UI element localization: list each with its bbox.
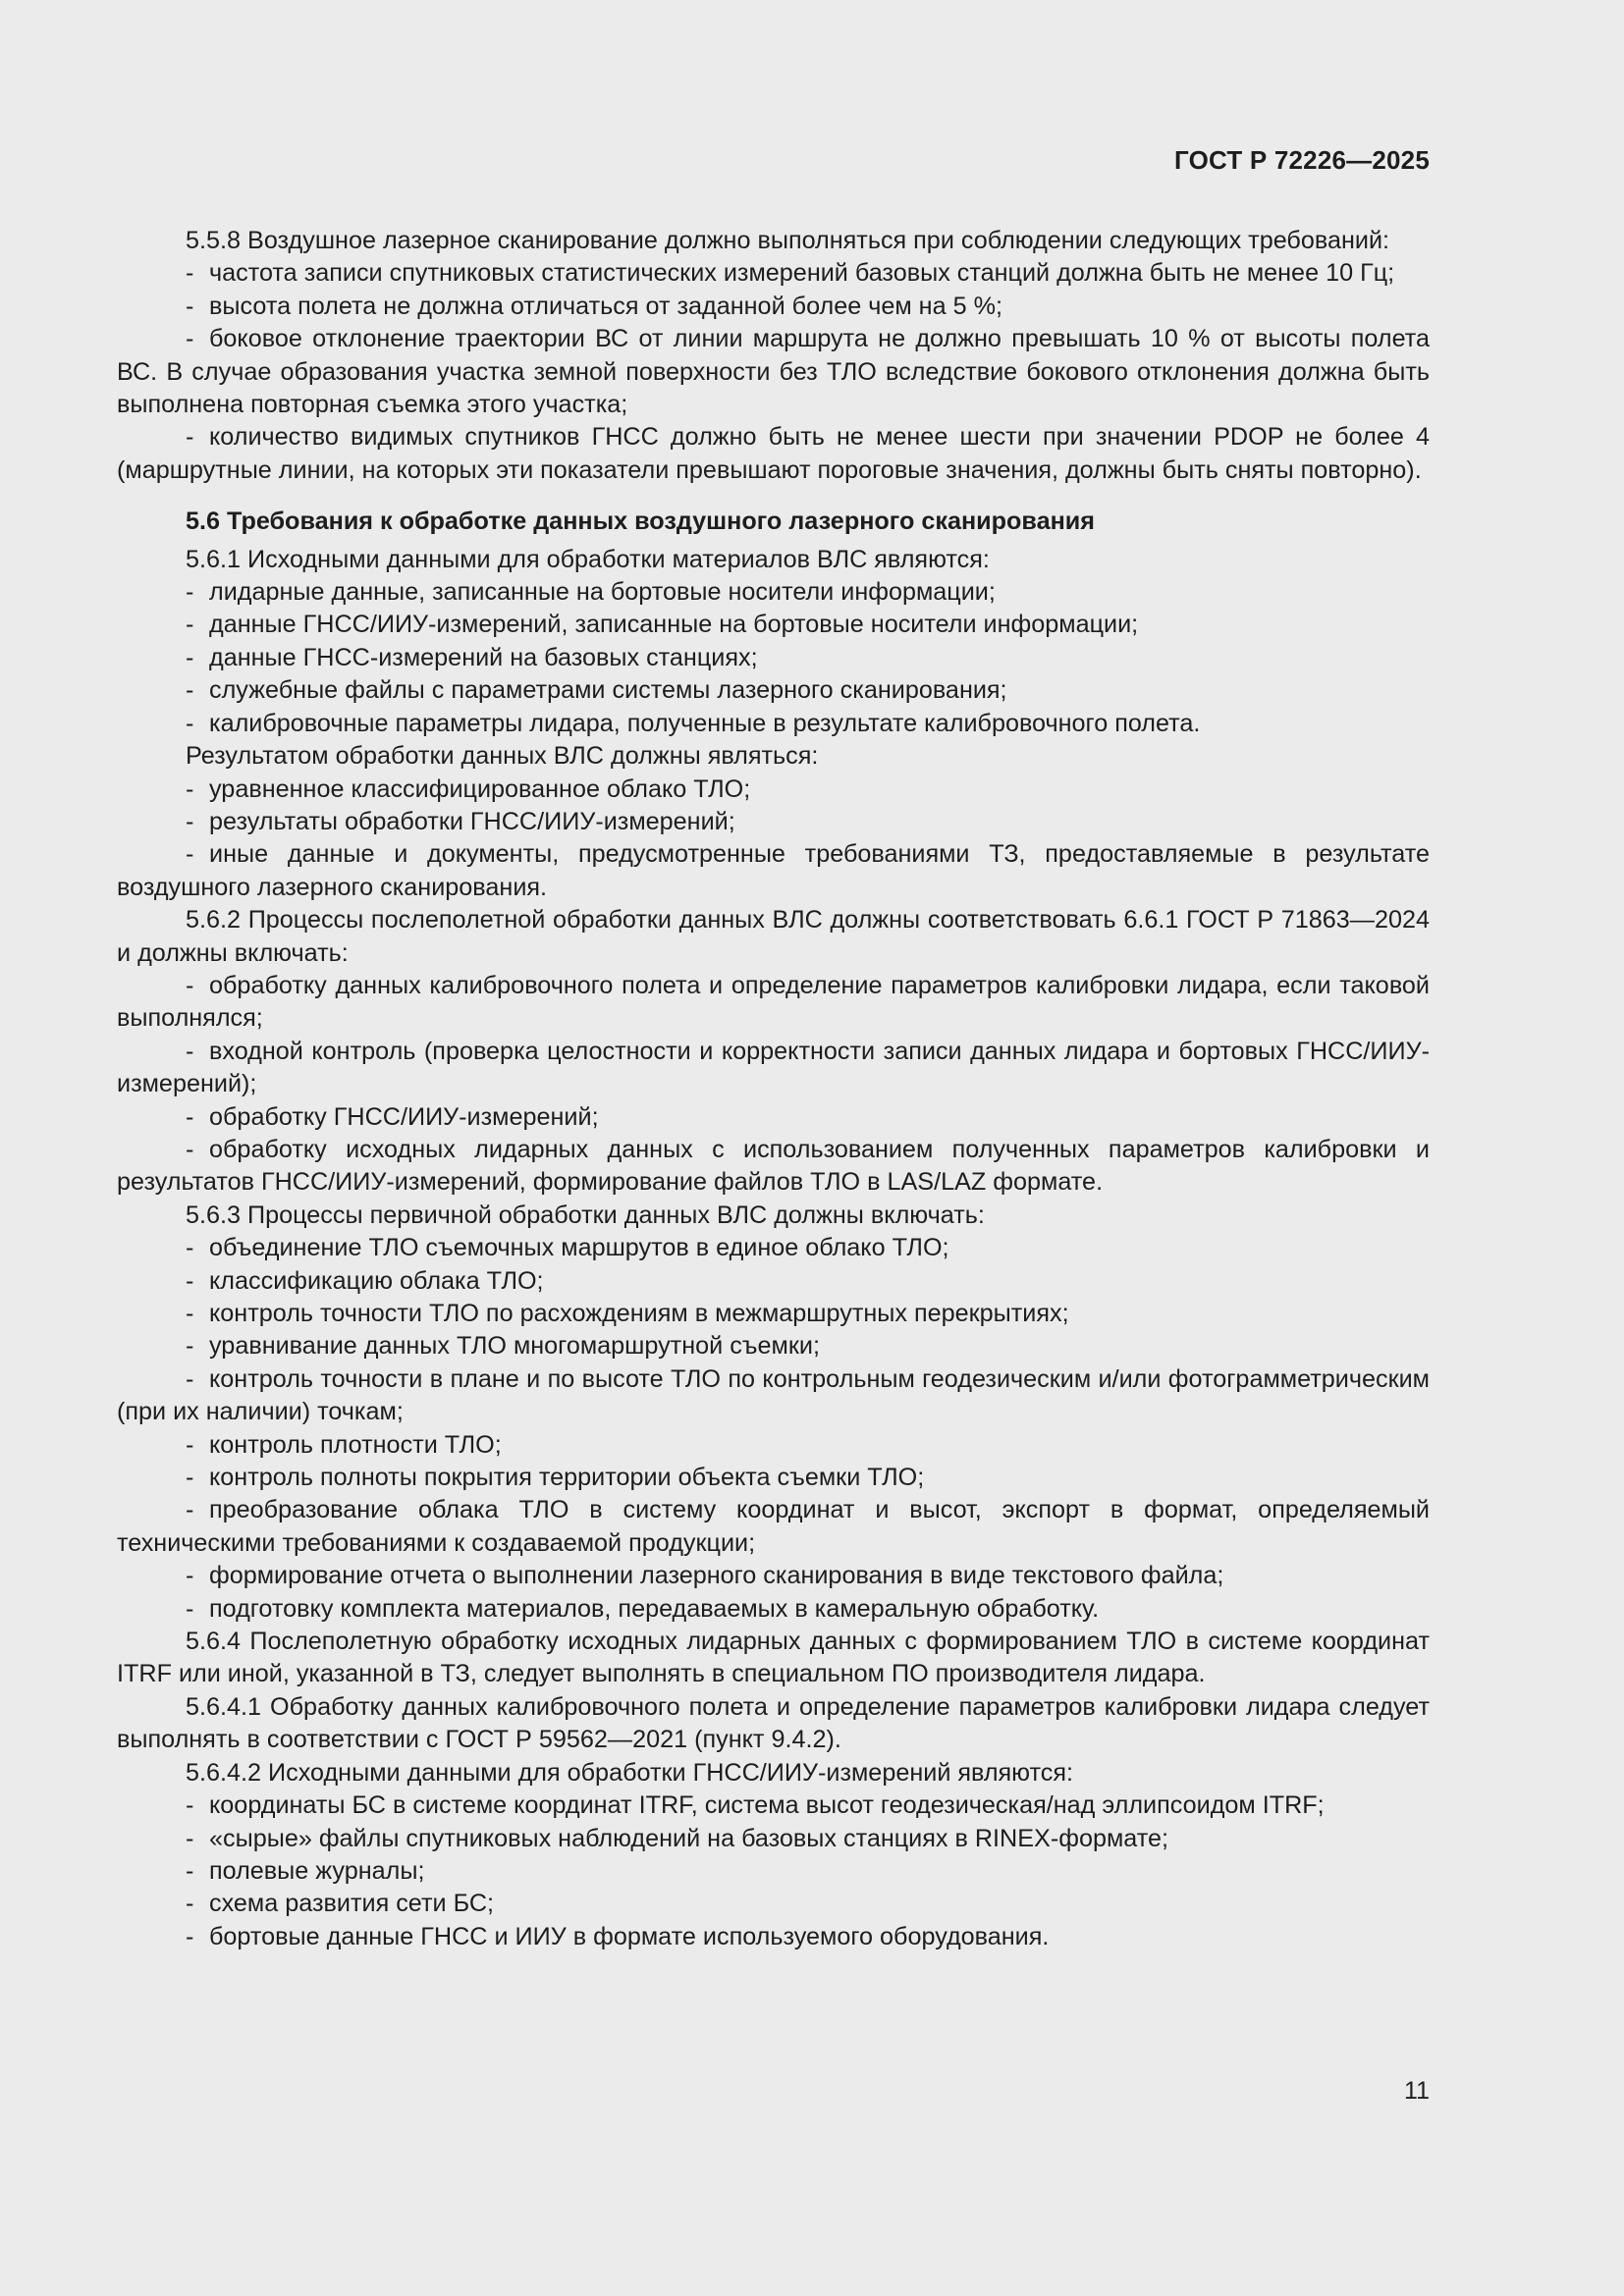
list-item: - объединение ТЛО съемочных маршрутов в единое облако ТЛО;	[117, 1232, 1430, 1264]
list-item: - высота полета не должна отличаться от заданной более чем на 5 %;	[117, 291, 1430, 323]
paragraph: Результатом обработки данных ВЛС должны являться:	[186, 742, 819, 771]
list-item: - контроль полноты покрытия территории объекта съемки ТЛО;	[117, 1462, 1430, 1494]
list-dash: -	[186, 611, 194, 639]
list-item: - обработку данных калибровочного полета и определение параметров калибровки лидара, если таковой выполнялся;	[117, 971, 1430, 1033]
list-item: - лидарные данные, записанные на бортовые носители информации;	[117, 576, 1430, 609]
list-dash: -	[186, 1890, 194, 1918]
page-number: 11	[1404, 2077, 1430, 2105]
paragraph: 5.6.2 Процессы послеполетной обработки данных ВЛС должны соответствовать 6.6.1 ГОСТ Р 71863—2024 и должны включать:	[117, 906, 1430, 967]
paragraph: 5.6.3 Процессы первичной обработки данных ВЛС должны включать:	[186, 1201, 985, 1229]
list-dash: -	[186, 1364, 194, 1393]
list-item: - уравненное классифицированное облако ТЛО;	[117, 774, 1430, 806]
paragraph: 5.6.4.1 Обработку данных калибровочного полета и определение параметров калибровки лидара следует выполнять в соответствии с ГОСТ Р 59562—2021 (пункт 9.4.2).	[117, 1692, 1430, 1754]
list-item: - служебные файлы с параметрами системы лазерного сканирования;	[117, 674, 1430, 707]
list-dash: -	[186, 1266, 194, 1295]
list-dash: -	[186, 709, 194, 737]
list-item: - классификацию облака ТЛО;	[117, 1265, 1430, 1298]
document-body	[117, 225, 1430, 1953]
list-dash: -	[186, 774, 194, 803]
list-item: - контроль точности в плане и по высоте ТЛО по контрольным геодезическим и/или фотограмметрическим (при их наличии) точкам;	[117, 1364, 1430, 1426]
list-dash: -	[186, 1300, 194, 1327]
list-item: - частота записи спутниковых статистических измерений базовых станций должна быть не менее 10 Гц;	[117, 257, 1430, 290]
list-dash: -	[186, 1234, 194, 1262]
list-dash: -	[186, 1824, 194, 1852]
list-dash: -	[186, 325, 194, 353]
list-dash: -	[186, 1332, 194, 1361]
section-heading: 5.6 Требования к обработке данных воздушного лазерного сканирования	[186, 507, 1095, 536]
list-item: - обработку ГНСС/ИИУ-измерений;	[117, 1101, 1430, 1134]
list-dash: -	[186, 807, 194, 835]
list-item: - преобразование облака ТЛО в систему координат и высот, экспорт в формат, определяемый техническими требованиями к создаваемой продукции;	[117, 1496, 1430, 1557]
list-item: - количество видимых спутников ГНСС должно быть не менее шести при значении PDOP не более 4 (маршрутные линии, на которых эти показатели превышают пороговые значения, должны быть сняты повторно).	[117, 423, 1430, 484]
list-item: - подготовку комплекта материалов, передаваемых в камеральную обработку.	[117, 1593, 1430, 1626]
list-item: - уравнивание данных ТЛО многомаршрутной съемки;	[117, 1330, 1430, 1362]
list-item: - калибровочные параметры лидара, полученные в результате калибровочного полета.	[117, 708, 1430, 740]
list-item: - контроль точности ТЛО по расхождениям в межмаршрутных перекрытиях;	[117, 1298, 1430, 1330]
paragraph: 5.6.1 Исходными данными для обработки материалов ВЛС являются:	[186, 545, 990, 573]
list-item: - контроль плотности ТЛО;	[117, 1429, 1430, 1462]
list-dash: -	[186, 971, 194, 999]
paragraph: 5.6.4.2 Исходными данными для обработки ГНСС/ИИУ-измерений являются:	[186, 1758, 1073, 1787]
list-item: - входной контроль (проверка целостности и корректности записи данных лидара и бортовых ГНСС/ИИУ-измерений);	[117, 1037, 1430, 1098]
list-dash: -	[186, 1102, 194, 1131]
list-item: - результаты обработки ГНСС/ИИУ-измерений;	[117, 806, 1430, 838]
list-dash: -	[186, 1791, 194, 1820]
list-dash: -	[186, 643, 194, 671]
list-item: - полевые журналы;	[117, 1855, 1430, 1888]
list-item: - схема развития сети БС;	[117, 1888, 1430, 1920]
list-dash: -	[186, 1464, 194, 1492]
list-item: - координаты БС в системе координат ITRF, система высот геодезическая/над эллипсоидом ITRF;	[117, 1789, 1430, 1822]
list-item: - боковое отклонение траектории ВС от линии маршрута не должно превышать 10 % от высоты полета ВС. В случае образования участка земной поверхности без ТЛО вследствие бокового отклонения должна быть выполнена повторная съемка этого участка;	[117, 325, 1430, 419]
document-header: ГОСТ Р 72226—2025	[1174, 145, 1430, 175]
list-dash: -	[186, 676, 194, 705]
list-dash: -	[186, 292, 194, 320]
paragraph: 5.5.8 Воздушное лазерное сканирование должно выполняться при соблюдении следующих требований:	[186, 227, 1390, 254]
list-item: - бортовые данные ГНСС и ИИУ в формате используемого оборудования.	[117, 1921, 1430, 1953]
list-dash: -	[186, 1037, 194, 1065]
list-item: - иные данные и документы, предусмотренные требованиями ТЗ, предоставляемые в результате воздушного лазерного сканирования.	[117, 840, 1430, 901]
list-item: - обработку исходных лидарных данных с использованием полученных параметров калибровки и результатов ГНСС/ИИУ-измерений, формирование файлов ТЛО в LAS/LAZ формате.	[117, 1135, 1430, 1197]
list-item: - формирование отчета о выполнении лазерного сканирования в виде текстового файла;	[117, 1560, 1430, 1592]
list-dash: -	[186, 840, 194, 869]
list-dash: -	[186, 1922, 194, 1950]
list-item: - данные ГНСС-измерений на базовых станциях;	[117, 642, 1430, 674]
list-dash: -	[186, 1430, 194, 1459]
list-dash: -	[186, 259, 194, 288]
list-dash: -	[186, 1562, 194, 1590]
list-dash: -	[186, 1594, 194, 1623]
list-dash: -	[186, 1856, 194, 1885]
list-item: - данные ГНСС/ИИУ-измерений, записанные на бортовые носители информации;	[117, 609, 1430, 641]
list-dash: -	[186, 1135, 194, 1163]
paragraph: 5.6.4 Послеполетную обработку исходных лидарных данных с формированием ТЛО в системе координат ITRF или иной, указанной в ТЗ, следует выполнять в специальном ПО производителя лидара.	[117, 1628, 1430, 1688]
list-dash: -	[186, 578, 194, 607]
list-item: - «сырые» файлы спутниковых наблюдений на базовых станциях в RINEX-формате;	[117, 1823, 1430, 1855]
list-dash: -	[186, 423, 194, 452]
list-dash: -	[186, 1496, 194, 1524]
